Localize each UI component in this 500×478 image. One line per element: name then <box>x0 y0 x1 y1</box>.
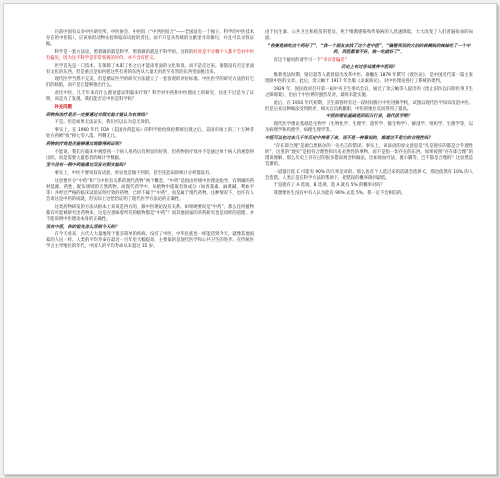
question-heading: 中医的理论基础是阴阳五行说，现代医学呢？ <box>326 114 412 120</box>
section-heading: 补充问题 <box>54 104 72 110</box>
paragraph: 1929 年，国民政府召开第一届中央卫生委员会议，通过了余云岫等人提出的《废止旧医以扫除医事卫生之障碍案》，但由于中医界的强烈反对，最终未能实施。 <box>265 86 473 98</box>
paragraph: 在今天看来，古代人大量地死于很多简单的疾病。没有了中医，中华民族也一样能活到今天，就像其他国家的人民一样。人类的平均寿命在最近一百年里大幅提高，主要靠的是现代医学和公共卫生的进步。在传统医学占主导地位的年代，中国人的平均寿命从未超过 35 岁。 <box>46 232 254 250</box>
paragraph: 此后，在 1950 年代初期，卫生部曾经有过一段时间推行中医进修学校，试图以现代医学知识改造中医。但是后来这种做法受到批评，相关官员被撤职，中医的地位反而得到了提高。 <box>265 100 473 112</box>
paragraph: 这类药物研发的方法从根本上来说是西方的，跟中医理论没有关系。如果硬要说是“中药”，那么任何植物都有可能被研究出药物来，这是否意味着所有的植物都是“中药”？而其他国家的草药研究也是同样的道理，并不能说明中医理论本身的正确性。 <box>46 204 254 222</box>
question-heading: “你要是病吃这个药好了”，“我一个朋友去找了这个老中医”，“隔壁邻居的大伯的表姨妈的妹妹吃了一个中药，西医都看不好，她一吃就好了”， <box>267 43 471 55</box>
highlighted-text: “幸存者偏差” <box>320 57 347 63</box>
question-heading: 没有中医，你的祖先怎么活到今天的？ <box>46 224 120 230</box>
question-heading: 药物的疗效是否能够通过观察得到证明？ <box>46 141 124 147</box>
highlighted-text: 好处是不分哪个人都不会对中医有偏见，因为这不科学是非常客观的评价，并不含有贬义。 <box>46 49 255 61</box>
right-column <box>265 30 473 199</box>
paragraph: 对比中医，几千年来有什么理论能证明临床疗效？科学对中药和中医理论上的研究，往往不过是为了证明，而是为了发现。我们能否定中医是科学吗？ <box>46 91 254 103</box>
paragraph: 医学首先是一门技术，在保障了本职工作之后才能谈里面的文化和说。而不是反过来。谁都没有否定里面有文化的东西，但是重点是如何把这些有用的东西从大量无用甚至有害的东西里面挑出来。 <box>46 63 254 75</box>
paragraph: 我想要医生没有中有人认为能有 90% 去选 5%，我一定不会相信的。 <box>273 191 406 197</box>
document-page <box>3 3 497 475</box>
paragraph-text: 有这个疑问的请学习一下 <box>273 57 321 63</box>
paragraph: 事实上，在 1960 年代 FDA（美国食药监局）的科学验检疫检系统出现之后，美国市场上的三十万种非处方药被“收”掉七零八落，所剩无几。 <box>46 128 254 140</box>
paragraph: 事实上，中医不要说双盲试验，单盲也是做不到的，甚至连起码的统计分析都没有。 <box>54 171 214 177</box>
paragraph: 现代医学理论基础是生物学（生物化学、生理学、遗传学、微生物学）、解剖学、组织学、生理学等，以及病理学和药理学，病理生理学等。 <box>265 122 473 134</box>
paragraph: 于是就有了 A 选项，B 选项，选 A 就有 5% 的概率对吗？ <box>273 183 385 189</box>
left-column <box>46 30 254 252</box>
paragraph: 目前中国有众多中医研究所。中医协会，中医院（“中西医结合”——全国没有一个独立、科学的中医技术存在的中医院），应该承担动物实验和临床试验的责任。而不只是从传统的文献里寻章摘句，并且可以寻找证据。 <box>46 30 254 48</box>
paragraph <box>265 58 473 64</box>
paragraph <box>46 50 254 62</box>
question-heading: 药物和治疗是否一定要通过对照实验才能认为有效吗？ <box>46 112 150 118</box>
paragraph: 这里要区分“中药”和“与中医有关系的现代药物”两个概念。“中药”是指由传统中医理论指导，有明确的药材基源、药性、配伍规则的天然药物。而现代药学中，从植物中提取有效成分（如青蒿素、麻黄碱、利血平等）并经过严格的临床试验证明疗效的药物，已经不属于“中药”，而是属于现代药物。这种情况下，也许有人会说这是中药的成就，但实际上这恰恰证明了现代医学方法论的正确性。 <box>46 178 254 203</box>
paragraph-text: 科学是一套方法论。照着做的就是科学，照着做的就是不科学的。这样的 <box>54 49 194 55</box>
paragraph: 由于抗生素、公共卫生和疫苗的普及，死于细菌感染和传染病的人迅速降低，大大改变了人们普遍短命的局面。 <box>265 30 473 42</box>
paragraph: 维新变法时期，梁启超等人就曾提出改革中医。俞樾在 1879 年撰写《废医论》，是中国近代第一篇主张废除中医的文章。此后，余云岫于 1917 年出版《灵素商兑》，对中医理论进行了系统的批判。 <box>265 73 473 85</box>
paragraph: “存在即合理”是源自黑格尔的一句名言的错译。事实上，该谚语的原文意思是“凡是现实的都是合乎理性的”，这里的“现实”是指符合理性和历史必然性的事物，而不是指一切存在的东西。如果按照“存在即合理”的错误理解，那么历史上存在过的很多错误观念和做法，比如放血疗法、裹小脚等，岂不都是合理的？这显然是荒谬的。 <box>265 143 473 167</box>
paragraph: 不是。但是如果无法证实，我们可以认为是无效的。 <box>54 120 154 126</box>
question-heading: 中医可以在过去几千年历史中传承下来，而不是一种靠说的，难道这不是它的合理性吗？ <box>265 135 433 141</box>
paragraph: 不能说，我们在临床中观察到一个病人用药后有明显的好转，但药物的疗效并不是通过单个病人的观察得出的，而是需要大量患者的统计学数据。 <box>46 149 254 161</box>
question-heading: 至今没有一例中药能通过双盲对照实验吗？ <box>46 163 128 169</box>
paragraph: 现代医学当然不完美，但是循证医学的研究方法建立了一套客观的评价标准。中医医学的研究方法恰好它们的缺陷，而不是它能够推出什么。 <box>46 77 254 89</box>
question-heading: 历史上有过尝试废弃中医吗？ <box>341 65 397 71</box>
paragraph: 一道题目选 C 可能有 90% 的几率是对的，那么也有个人选过来的话就会选择 C，那也依然有 10% 的人会选错。人类正是在科学方法的帮助下，把错误的概率降到最低。 <box>265 169 473 181</box>
